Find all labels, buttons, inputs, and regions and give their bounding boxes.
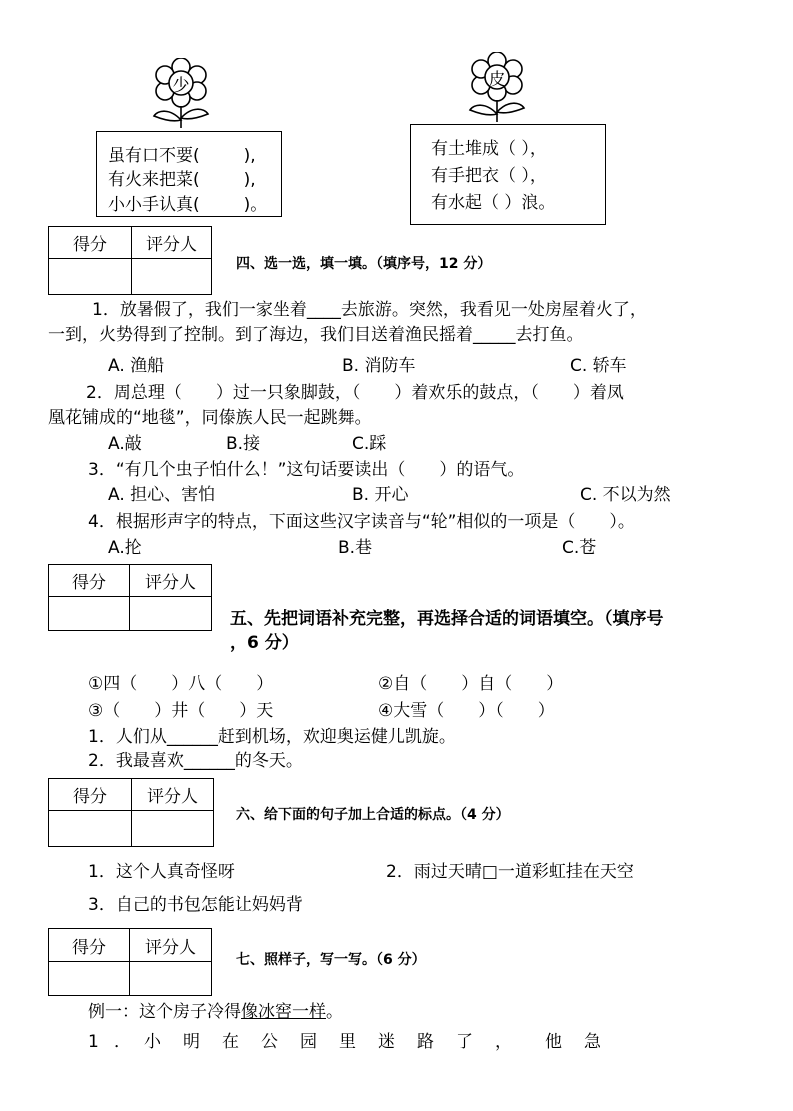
s5-sentence-1: 1．人们从______赶到机场，欢迎奥运健儿凯旋。 bbox=[88, 727, 456, 747]
score-label: 得分 bbox=[49, 779, 132, 811]
grader-cell[interactable] bbox=[132, 811, 214, 847]
riddle-right-line-2: 有手把衣（ ）， bbox=[431, 166, 547, 186]
score-cell[interactable] bbox=[49, 597, 130, 631]
s4-q3-option-c: C. 不以为然 bbox=[580, 485, 671, 505]
score-cell[interactable] bbox=[49, 962, 130, 996]
s4-q1-option-c: C. 轿车 bbox=[570, 356, 627, 376]
s4-q4-line: 4．根据形声字的特点，下面这些汉字读音与“轮”相似的一项是（ ）。 bbox=[88, 512, 635, 532]
riddle-right-line-1: 有土堆成（ ）， bbox=[431, 139, 547, 159]
s4-q4-option-b: B.巷 bbox=[338, 538, 373, 558]
section7-title: 七、照样子，写一写。（6 分） bbox=[236, 952, 426, 968]
s4-q1-line1: 1．放暑假了，我们一家坐着____去旅游。突然，我看见一处房屋着火了， bbox=[92, 300, 647, 320]
grader-label: 评分人 bbox=[130, 929, 212, 962]
s5-word-1: ①四（ ）八（ ） bbox=[88, 674, 274, 694]
flower-char-left: 少 bbox=[172, 76, 190, 96]
score-table-4 bbox=[48, 226, 212, 295]
s7-example-underlined: 像冰窖一样 bbox=[241, 1002, 326, 1022]
s4-q2-option-a: A.敲 bbox=[108, 434, 142, 454]
s7-example-prefix: 例一：这个房子冷得 bbox=[88, 1002, 241, 1022]
s4-q1-option-a: A. 渔船 bbox=[108, 356, 165, 376]
grader-cell[interactable] bbox=[130, 597, 212, 631]
s6-sentence-1: 1．这个人真奇怪呀 bbox=[88, 862, 235, 882]
s4-q3-line: 3．“有几个虫子怕什么！”这句话要读出（ ）的语气。 bbox=[88, 460, 525, 480]
riddle-left-line-3: 小小手认真( )。 bbox=[108, 195, 268, 215]
s4-q4-option-c: C.苍 bbox=[562, 538, 597, 558]
s4-q3-option-a: A. 担心、害怕 bbox=[108, 485, 216, 505]
score-label: 得分 bbox=[49, 929, 130, 962]
s4-q2-line2: 凰花铺成的“地毯”，同傣族人民一起跳舞。 bbox=[48, 408, 372, 428]
score-table-5 bbox=[48, 564, 212, 631]
riddle-right-line-3: 有水起（ ）浪。 bbox=[431, 193, 556, 213]
s5-word-4: ④大雪（ ）（ ） bbox=[378, 701, 555, 721]
s4-q4-option-a: A.抡 bbox=[108, 538, 142, 558]
grader-label: 评分人 bbox=[132, 779, 214, 811]
s5-word-2: ②自（ ）自（ ） bbox=[378, 674, 564, 694]
s7-example bbox=[88, 1001, 343, 1023]
riddle-left-line-1: 虽有口不要( ), bbox=[108, 146, 256, 166]
section5-title-line1: 五、先把词语补充完整，再选择合适的词语填空。（填序号 bbox=[230, 609, 664, 629]
s5-word-3: ③（ ）井（ ）天 bbox=[88, 701, 274, 721]
s7-q1-line: 1 ． 小 明 在 公 园 里 迷 路 了 ， 他 急 bbox=[88, 1032, 601, 1052]
s5-sentence-2: 2．我最喜欢______的冬天。 bbox=[88, 751, 303, 771]
grader-cell[interactable] bbox=[130, 962, 212, 996]
grader-label: 评分人 bbox=[130, 565, 212, 597]
section4-title: 四、选一选，填一填。（填序号，12 分） bbox=[236, 256, 492, 272]
score-cell[interactable] bbox=[49, 259, 132, 295]
s7-example-suffix: 。 bbox=[326, 1002, 343, 1022]
grader-label: 评分人 bbox=[132, 227, 212, 259]
score-label: 得分 bbox=[49, 565, 130, 597]
grader-cell[interactable] bbox=[132, 259, 212, 295]
s4-q1-option-b: B. 消防车 bbox=[342, 356, 416, 376]
riddle-left-line-2: 有火来把菜( ), bbox=[108, 170, 256, 190]
score-table-7 bbox=[48, 928, 212, 996]
s4-q3-option-b: B. 开心 bbox=[352, 485, 409, 505]
score-cell[interactable] bbox=[49, 811, 132, 847]
s4-q2-option-c: C.踩 bbox=[352, 434, 387, 454]
section6-title: 六、给下面的句子加上合适的标点。（4 分） bbox=[236, 807, 510, 823]
s6-sentence-2: 2．雨过天晴□一道彩虹挂在天空 bbox=[386, 862, 634, 882]
flower-char-right: 皮 bbox=[488, 70, 506, 90]
section5-title-line2: ，6 分） bbox=[230, 633, 299, 653]
score-label: 得分 bbox=[49, 227, 132, 259]
s4-q2-option-b: B.接 bbox=[226, 434, 261, 454]
s6-sentence-3: 3．自己的书包怎能让妈妈背 bbox=[88, 895, 303, 915]
s4-q2-line1: 2．周总理（ ）过一只象脚鼓，（ ）着欢乐的鼓点，（ ）着凤 bbox=[86, 383, 624, 403]
score-table-6 bbox=[48, 778, 214, 847]
s4-q1-line2: 一到，火势得到了控制。到了海边，我们目送着渔民摇着_____去打鱼。 bbox=[48, 325, 584, 345]
